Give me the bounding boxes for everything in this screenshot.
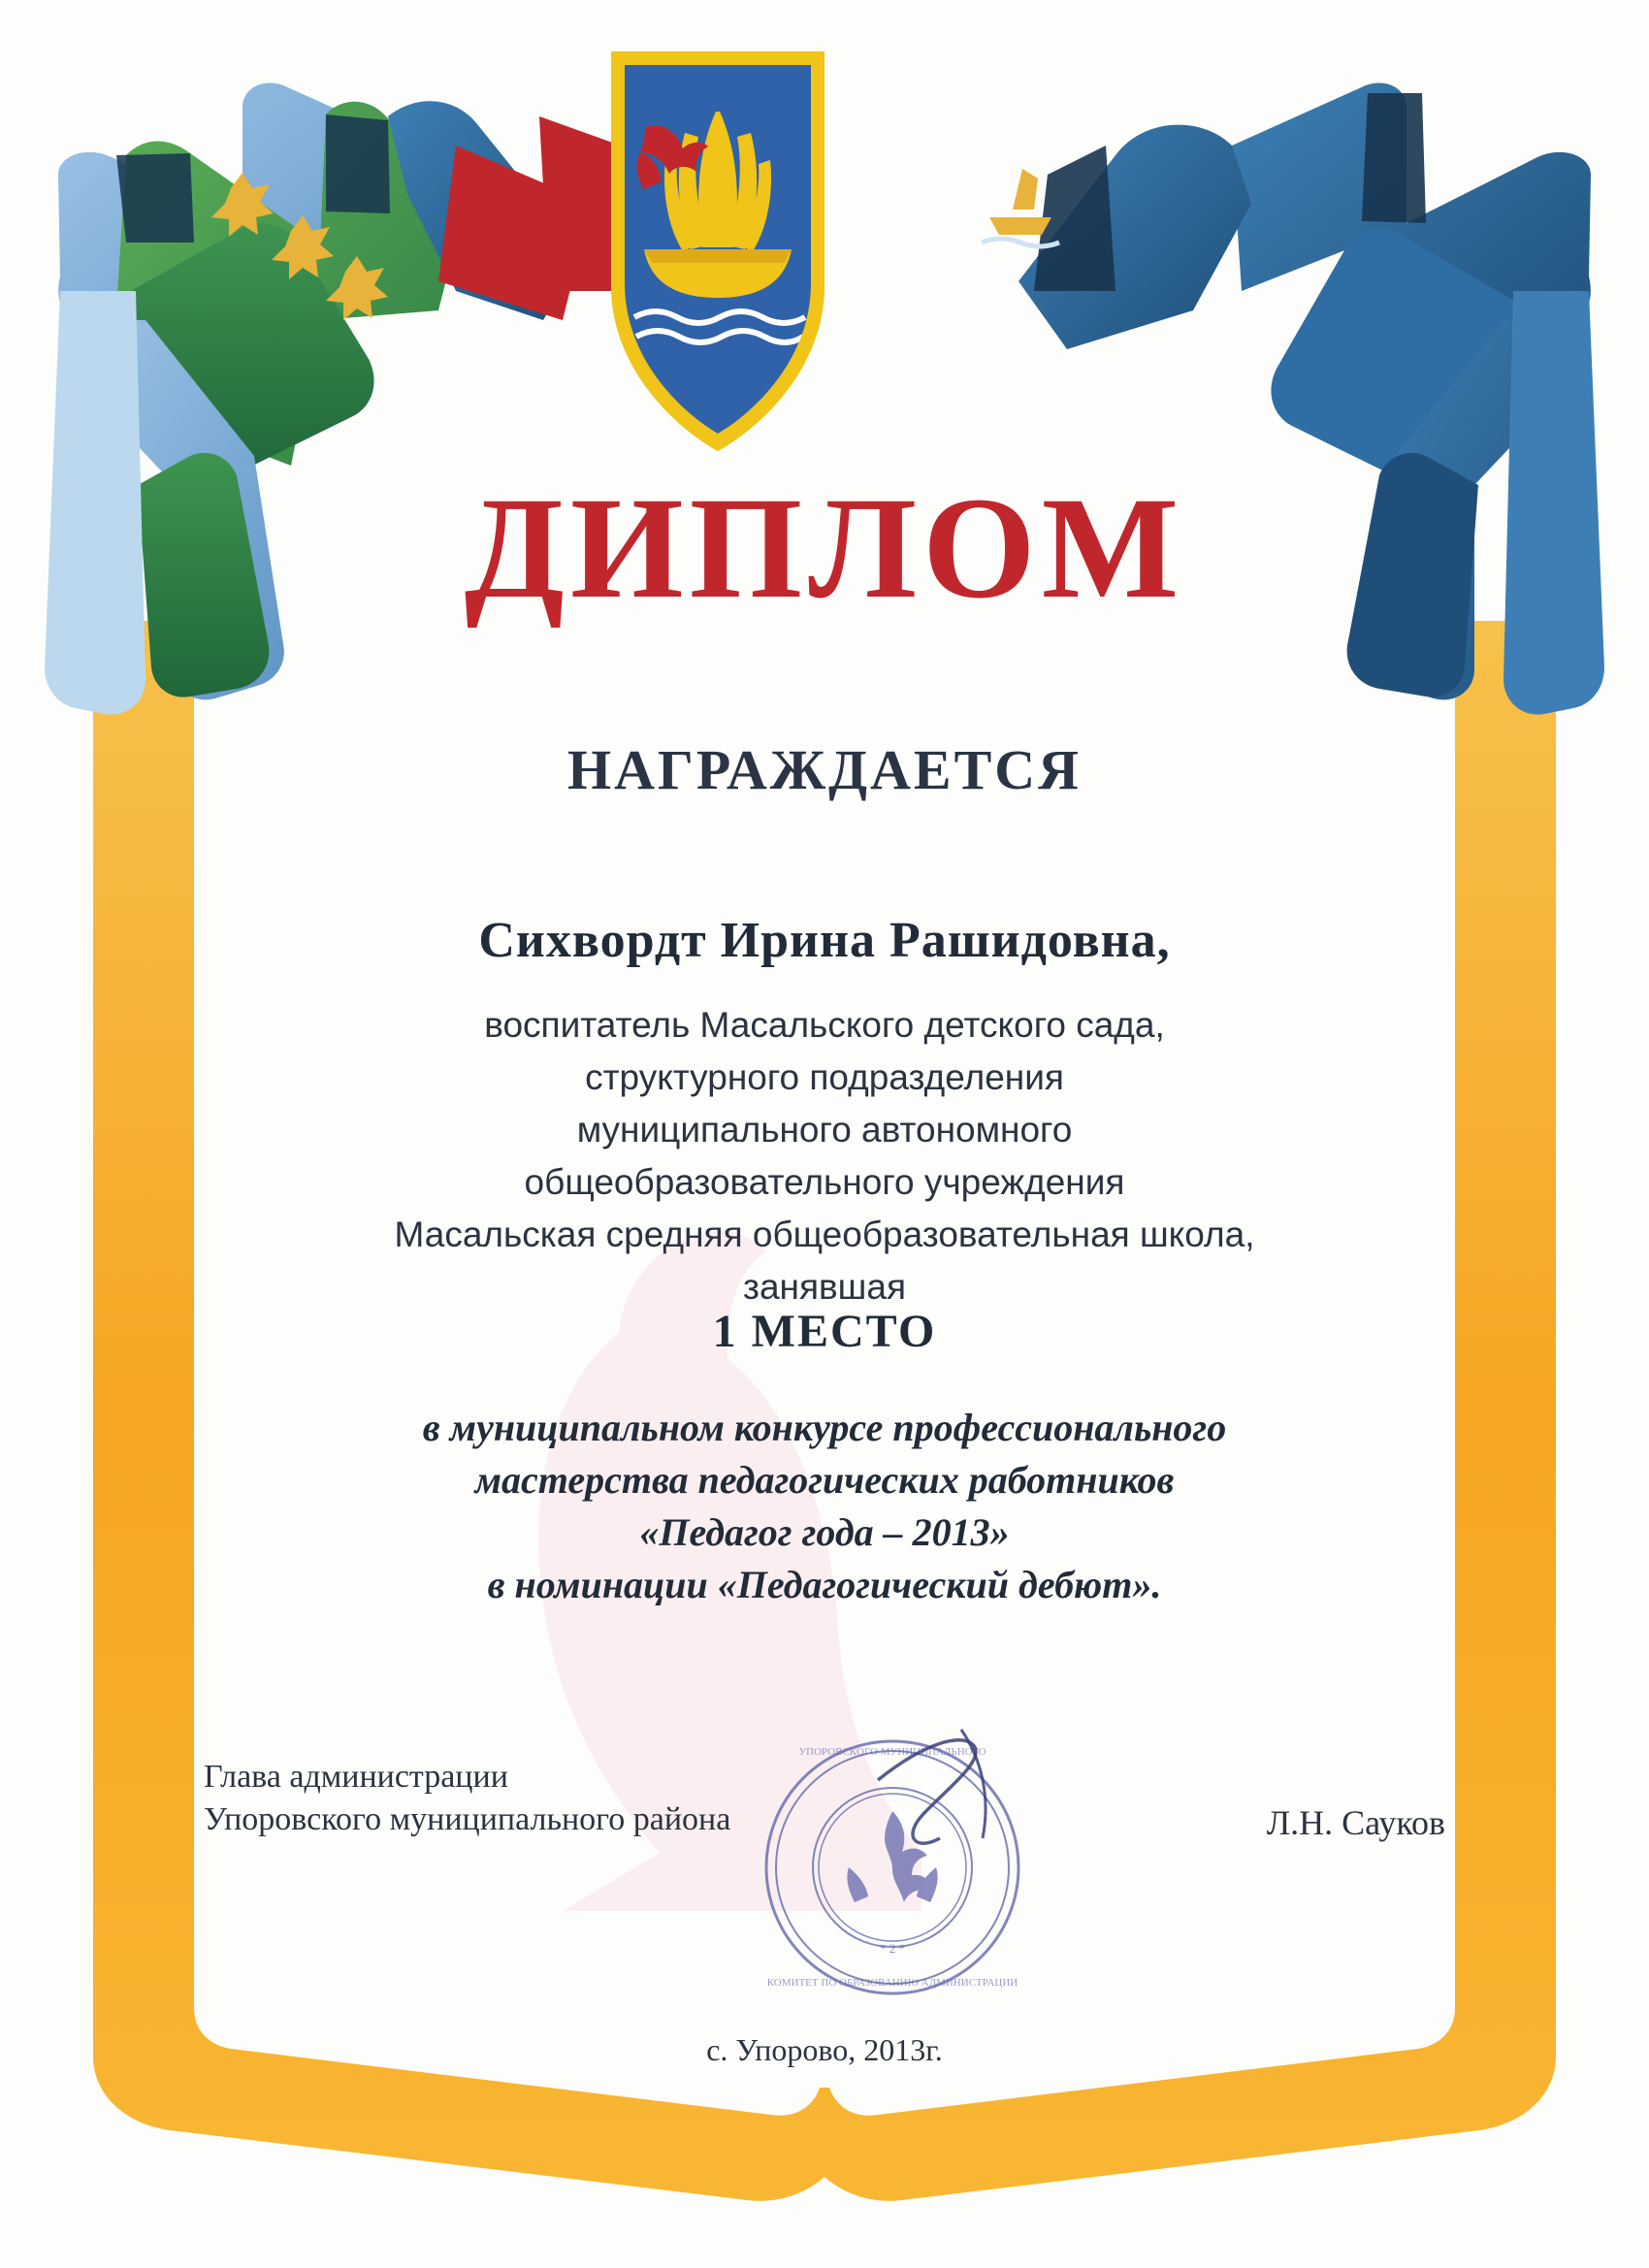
description-line: общеобразовательного учреждения xyxy=(524,1162,1125,1202)
signatory-title-line-1: Глава администрации xyxy=(204,1759,508,1795)
competition-line: в номинации «Педагогический дебют». xyxy=(487,1563,1162,1606)
svg-text:КОМИТЕТ ПО ОБРАЗОВАНИЮ АДМИНИС: КОМИТЕТ ПО ОБРАЗОВАНИЮ АДМИНИСТРАЦИИ xyxy=(766,1977,1018,1989)
description-line: занявшая xyxy=(743,1267,906,1307)
description-line: муниципального автономного xyxy=(576,1110,1073,1150)
award-place: 1 МЕСТО xyxy=(712,1306,937,1357)
svg-text:УПОРОВСКОГО МУНИЦИПАЛЬНОГО: УПОРОВСКОГО МУНИЦИПАЛЬНОГО xyxy=(798,1746,986,1758)
recipient-description xyxy=(175,999,1474,1313)
signatory-title xyxy=(204,1756,730,1841)
recipient-name: Сихвордт Ирина Рашидовна, xyxy=(478,913,1171,968)
page-title: ДИПЛОМ xyxy=(464,468,1185,629)
description-line: структурного подразделения xyxy=(585,1057,1064,1097)
competition-line: «Педагог года – 2013» xyxy=(639,1510,1010,1554)
description-line: Масальская средняя общеобразовательная школа, xyxy=(394,1215,1255,1254)
competition-line: в муниципальном конкурсе профессионального xyxy=(422,1406,1227,1449)
signatory-name: Л.Н. Сауков xyxy=(1266,1803,1445,1842)
signatory-title-line-2: Упоровского муниципального района xyxy=(204,1801,731,1837)
coat-of-arms-icon xyxy=(611,51,824,451)
competition-line: мастерства педагогических работников xyxy=(474,1458,1175,1502)
place-and-date: с. Упорово, 2013г. xyxy=(706,2032,943,2067)
competition-description xyxy=(155,1402,1494,1611)
svg-text:* 2 *: * 2 * xyxy=(880,1941,905,1956)
description-line: воспитатель Масальского детского сада, xyxy=(484,1005,1165,1045)
awarded-label: НАГРАЖДАЕТСЯ xyxy=(566,738,1083,801)
